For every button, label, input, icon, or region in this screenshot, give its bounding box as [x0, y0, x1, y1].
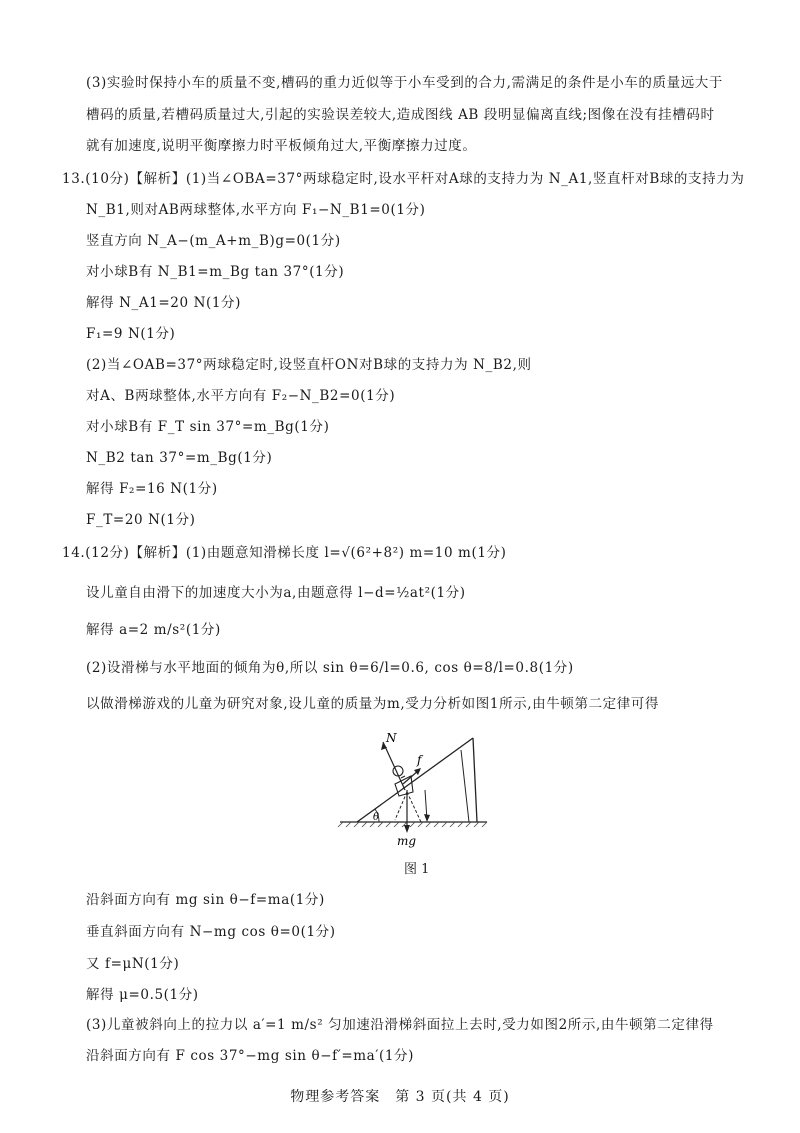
- text-line: 解得 F₂=16 N(1分): [86, 481, 218, 497]
- text-line: 对A、B两球整体,水平方向有 F₂−N_B2=0(1分): [86, 388, 396, 404]
- text-line: 又 f=μN(1分): [86, 956, 180, 972]
- text-line: (2)当∠OAB=37°两球稳定时,设竖直杆ON对B球的支持力为 N_B2,则: [86, 357, 532, 373]
- label-n: N: [386, 731, 397, 745]
- text-line: 解得 N_A1=20 N(1分): [86, 295, 242, 311]
- text-line: 解得 μ=0.5(1分): [86, 987, 199, 1003]
- label-theta: θ: [373, 812, 380, 823]
- text-line: (2)设滑梯与水平地面的倾角为θ,所以 sin θ=6/l=0.6, cos θ=8/l=0.8(1分): [86, 660, 574, 676]
- label-mg: mg: [397, 834, 417, 848]
- text-line: 设儿童自由滑下的加速度大小为a,由题意得 l−d=½at²(1分): [86, 585, 466, 601]
- force-diagram: [335, 730, 495, 860]
- text-line: 对小球B有 N_B1=m_Bg tan 37°(1分): [86, 264, 345, 280]
- page-footer: 物理参考答案 第 3 页(共 4 页): [290, 1089, 510, 1105]
- text-line: N_B2 tan 37°=m_Bg(1分): [86, 450, 273, 466]
- label-f: f: [417, 753, 422, 767]
- text-line: 垂直斜面方向有 N−mg cos θ=0(1分): [86, 924, 336, 940]
- text-line: 解得 a=2 m/s²(1分): [86, 622, 221, 638]
- text-line: N_B1,则对AB两球整体,水平方向 F₁−N_B1=0(1分): [86, 202, 426, 218]
- text-line: (3)儿童被斜向上的拉力以 a′=1 m/s² 匀加速沿滑梯斜面拉上去时,受力如图2所示,由牛顿第二定律得: [86, 1017, 714, 1033]
- text-line: 对小球B有 F_T sin 37°=m_Bg(1分): [86, 419, 330, 435]
- question-13-heading: 13.(10分)【解析】(1)当∠OBA=37°两球稳定时,设水平杆对A球的支持力为 N_A1,竖直杆对B球的支持力为: [62, 171, 745, 187]
- text-line: 槽码的质量,若槽码质量过大,引起的实验误差较大,造成图线 AB 段明显偏离直线;图像在没有挂槽码时: [86, 107, 715, 123]
- text-line: 沿斜面方向有 mg sin θ−f=ma(1分): [86, 892, 325, 908]
- text-line: (3)实验时保持小车的质量不变,槽码的重力近似等于小车受到的合力,需满足的条件是小车的质量远大于: [86, 75, 724, 91]
- text-line: F_T=20 N(1分): [86, 512, 196, 528]
- text-line: 竖直方向 N_A−(m_A+m_B)g=0(1分): [86, 233, 341, 249]
- figure-caption: 图 1: [404, 862, 430, 877]
- text-line: 沿斜面方向有 F cos 37°−mg sin θ−f′=ma′(1分): [86, 1048, 415, 1064]
- text-line: 以做滑梯游戏的儿童为研究对象,设儿童的质量为m,受力分析如图1所示,由牛顿第二定律可得: [86, 696, 660, 712]
- text-line: 就有加速度,说明平衡摩擦力时平板倾角过大,平衡摩擦力过度。: [86, 138, 477, 154]
- question-14-heading: 14.(12分)【解析】(1)由题意知滑梯长度 l=√(6²+8²) m=10 m(1分): [62, 545, 507, 561]
- text-line: F₁=9 N(1分): [86, 326, 176, 342]
